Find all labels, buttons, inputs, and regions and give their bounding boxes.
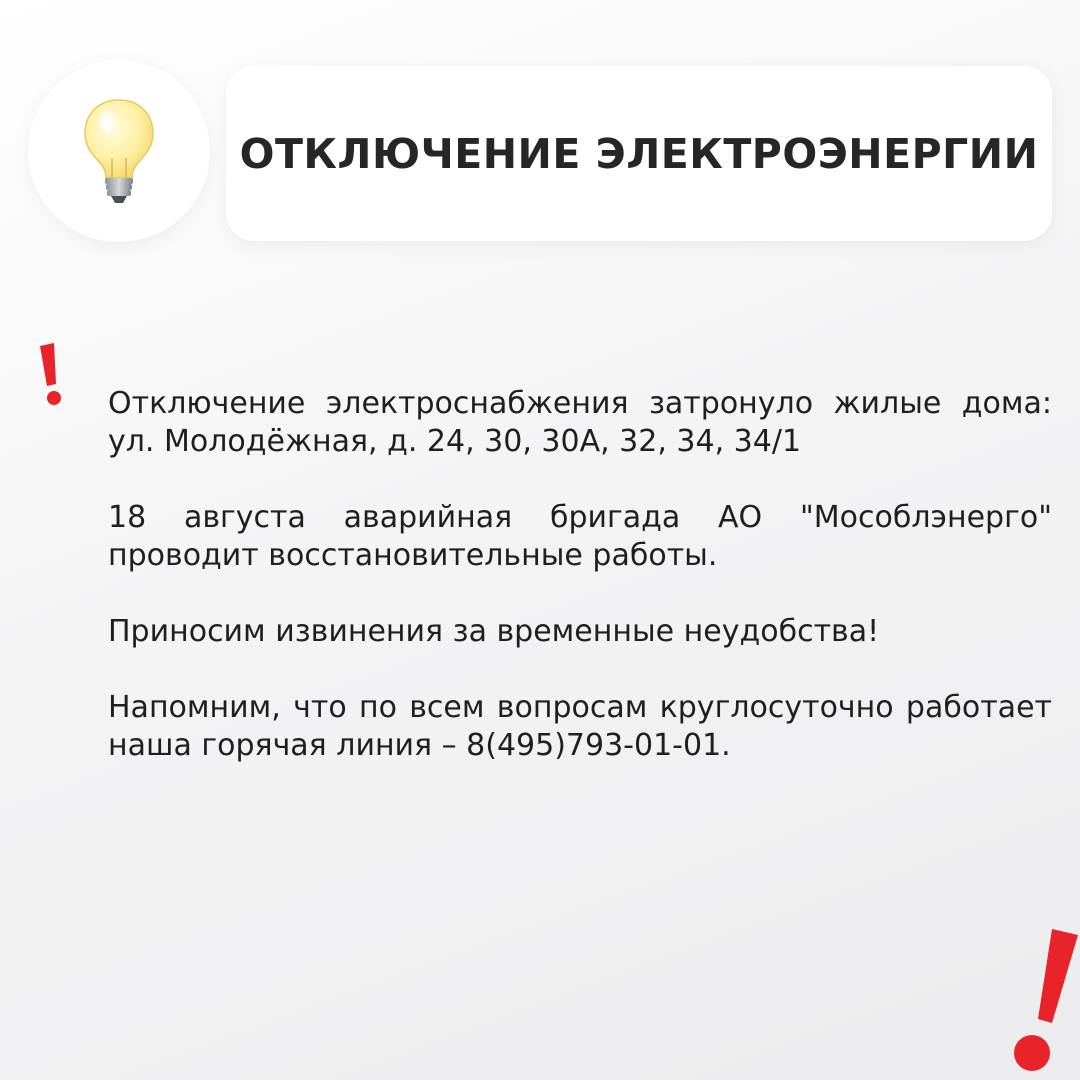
message-body xyxy=(108,385,1052,803)
exclamation-mark-icon xyxy=(28,340,76,410)
icon-badge xyxy=(28,60,210,242)
hotline-text: Напомним, что по всем вопросам круглосуточно работает наша горячая линия – 8(495)793-01-01. xyxy=(108,690,1052,763)
apology-text: Приносим извинения за временные неудобства! xyxy=(108,614,880,649)
repair-works-text: 18 августа аварийная бригада АО "Мособлэнерго" проводит восстановительные работы. xyxy=(108,500,1052,573)
light-bulb-icon xyxy=(79,96,159,206)
affected-addresses-text: Отключение электроснабжения затронуло жилые дома: ул. Молодёжная, д. 24, 30, 30А, 32, 34, 34/1 xyxy=(108,386,1052,459)
header-card xyxy=(226,66,1052,241)
page-title: ОТКЛЮЧЕНИЕ ЭЛЕКТРОЭНЕРГИИ xyxy=(239,129,1039,178)
exclamation-mark-icon xyxy=(1000,925,1080,1080)
